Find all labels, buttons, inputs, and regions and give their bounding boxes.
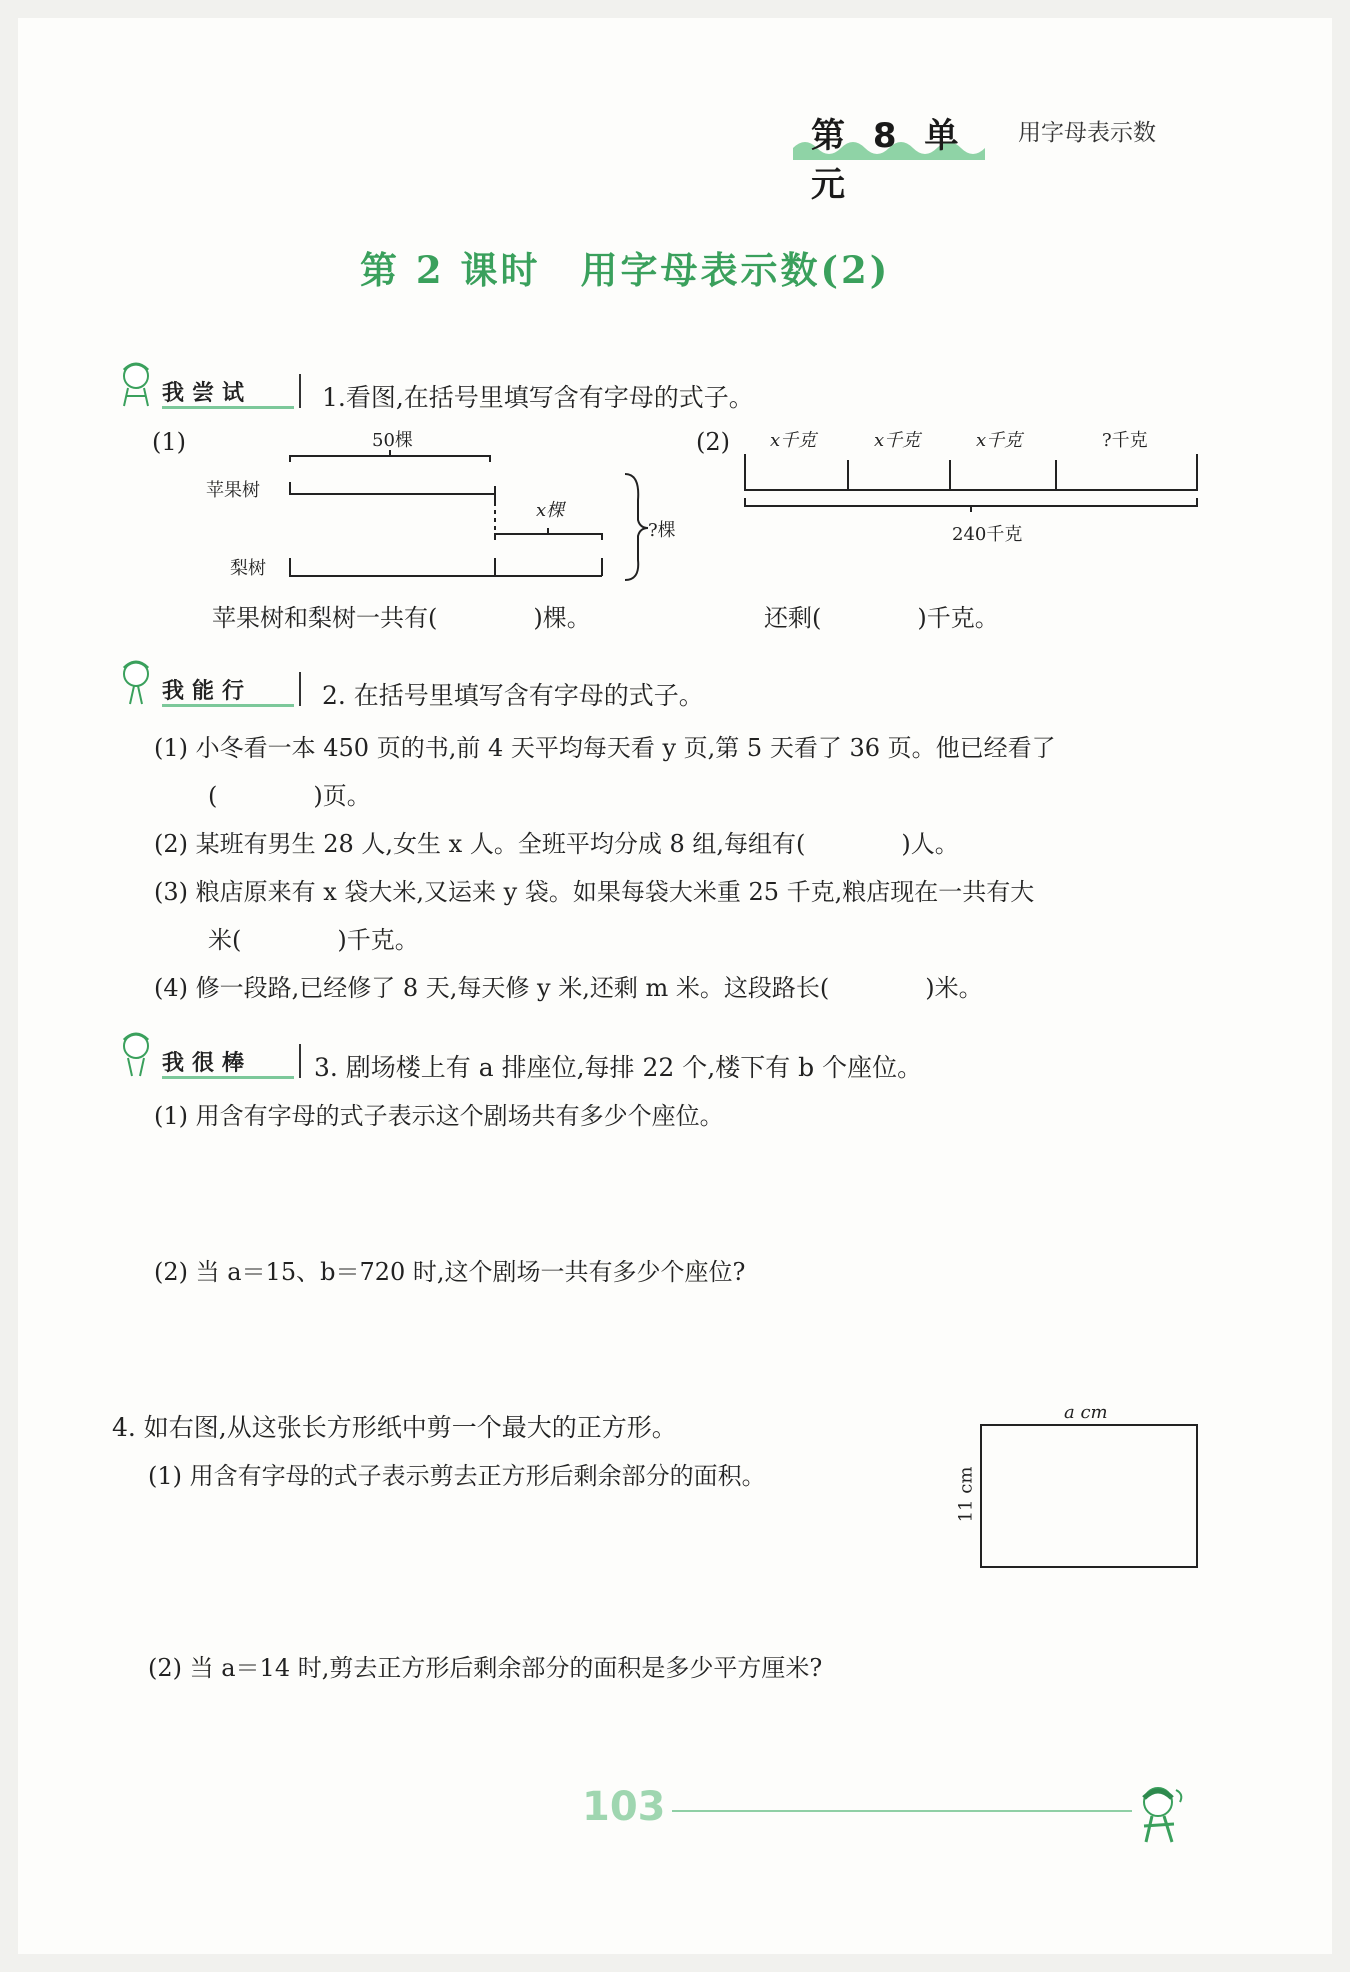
mascot-girl-icon bbox=[112, 1028, 160, 1080]
q1-part1-num: (1) bbox=[152, 428, 186, 456]
q4-part-2: (2) 当 a＝14 时,剪去正方形后剩余部分的面积是多少平方厘米? bbox=[148, 1654, 823, 1682]
badge-try-label: 我尝试 bbox=[162, 381, 253, 406]
question-1: 1.看图,在括号里填写含有字母的式子。 bbox=[322, 383, 754, 412]
seg-label-3: x千克 bbox=[976, 430, 1023, 451]
badge-try bbox=[112, 372, 312, 412]
mascot-girl-icon bbox=[112, 656, 160, 708]
seg-label-1: x千克 bbox=[770, 430, 817, 451]
rectangle-paper bbox=[980, 1424, 1198, 1568]
badge-can bbox=[112, 670, 312, 710]
q1-x-label: x棵 bbox=[536, 500, 565, 521]
footer-rule bbox=[672, 1810, 1132, 1812]
q1-row2-label: 梨树 bbox=[230, 558, 266, 579]
q1-line-diagram bbox=[280, 440, 650, 590]
unit-header bbox=[793, 108, 993, 205]
badge-underline bbox=[162, 1076, 294, 1079]
seg-label-2: x千克 bbox=[874, 430, 921, 451]
badge-underline bbox=[162, 406, 294, 409]
q3-part-2: (2) 当 a＝15、b＝720 时,这个剧场一共有多少个座位? bbox=[154, 1258, 746, 1286]
badge-great bbox=[112, 1042, 312, 1082]
q2-item-3-blank[interactable]: 米( )千克。 bbox=[208, 926, 419, 954]
seg-label-4: ?千克 bbox=[1102, 430, 1148, 451]
q1-part2-answer[interactable]: 还剩( )千克。 bbox=[764, 604, 999, 632]
q1-top-label: 50棵 bbox=[372, 430, 413, 451]
badge-divider bbox=[299, 1044, 301, 1078]
unit-subtitle: 用字母表示数 bbox=[1018, 120, 1156, 146]
badge-underline bbox=[162, 704, 294, 707]
q1-total-weight: 240千克 bbox=[952, 524, 1023, 545]
q4-part-1: (1) 用含有字母的式子表示剪去正方形后剩余部分的面积。 bbox=[148, 1462, 766, 1490]
rect-width-label: a cm bbox=[1064, 1402, 1108, 1423]
q1-part1-answer[interactable]: 苹果树和梨树一共有( )棵。 bbox=[212, 604, 591, 632]
q3-part-1: (1) 用含有字母的式子表示这个剧场共有多少个座位。 bbox=[154, 1102, 724, 1130]
question-3: 3. 剧场楼上有 a 排座位,每排 22 个,楼下有 b 个座位。 bbox=[314, 1053, 923, 1082]
q2-item-3: (3) 粮店原来有 x 袋大米,又运来 y 袋。如果每袋大米重 25 千克,粮店现在一共有大 bbox=[154, 878, 1035, 906]
q1-part2-num: (2) bbox=[696, 428, 730, 456]
q1-segment-diagram bbox=[740, 450, 1202, 520]
q2-item-4[interactable]: (4) 修一段路,已经修了 8 天,每天修 y 米,还剩 m 米。这段路长( )米。 bbox=[154, 974, 983, 1002]
q2-item-2[interactable]: (2) 某班有男生 28 人,女生 x 人。全班平均分成 8 组,每组有( )人。 bbox=[154, 830, 959, 858]
q1-total-label: ?棵 bbox=[648, 520, 676, 541]
badge-great-label: 我很棒 bbox=[162, 1051, 253, 1076]
badge-can-label: 我能行 bbox=[162, 679, 253, 704]
mascot-girl-icon bbox=[112, 358, 160, 410]
question-2: 2. 在括号里填写含有字母的式子。 bbox=[322, 681, 704, 710]
lesson-title: 第 2 课时 用字母表示数(2) bbox=[360, 248, 891, 292]
page-number: 103 bbox=[582, 1784, 666, 1830]
rect-height-label: 11 cm bbox=[955, 1466, 977, 1523]
q2-item-1-blank[interactable]: ( )页。 bbox=[208, 782, 371, 810]
mascot-boy-icon bbox=[1128, 1780, 1192, 1850]
question-4: 4. 如右图,从这张长方形纸中剪一个最大的正方形。 bbox=[112, 1413, 677, 1442]
badge-divider bbox=[299, 672, 301, 706]
badge-divider bbox=[299, 374, 301, 408]
q1-row1-label: 苹果树 bbox=[206, 480, 260, 501]
q2-item-1: (1) 小冬看一本 450 页的书,前 4 天平均每天看 y 页,第 5 天看了 36 页。他已经看了 bbox=[154, 734, 1056, 762]
unit-title: 第 8 单元 bbox=[811, 116, 967, 205]
